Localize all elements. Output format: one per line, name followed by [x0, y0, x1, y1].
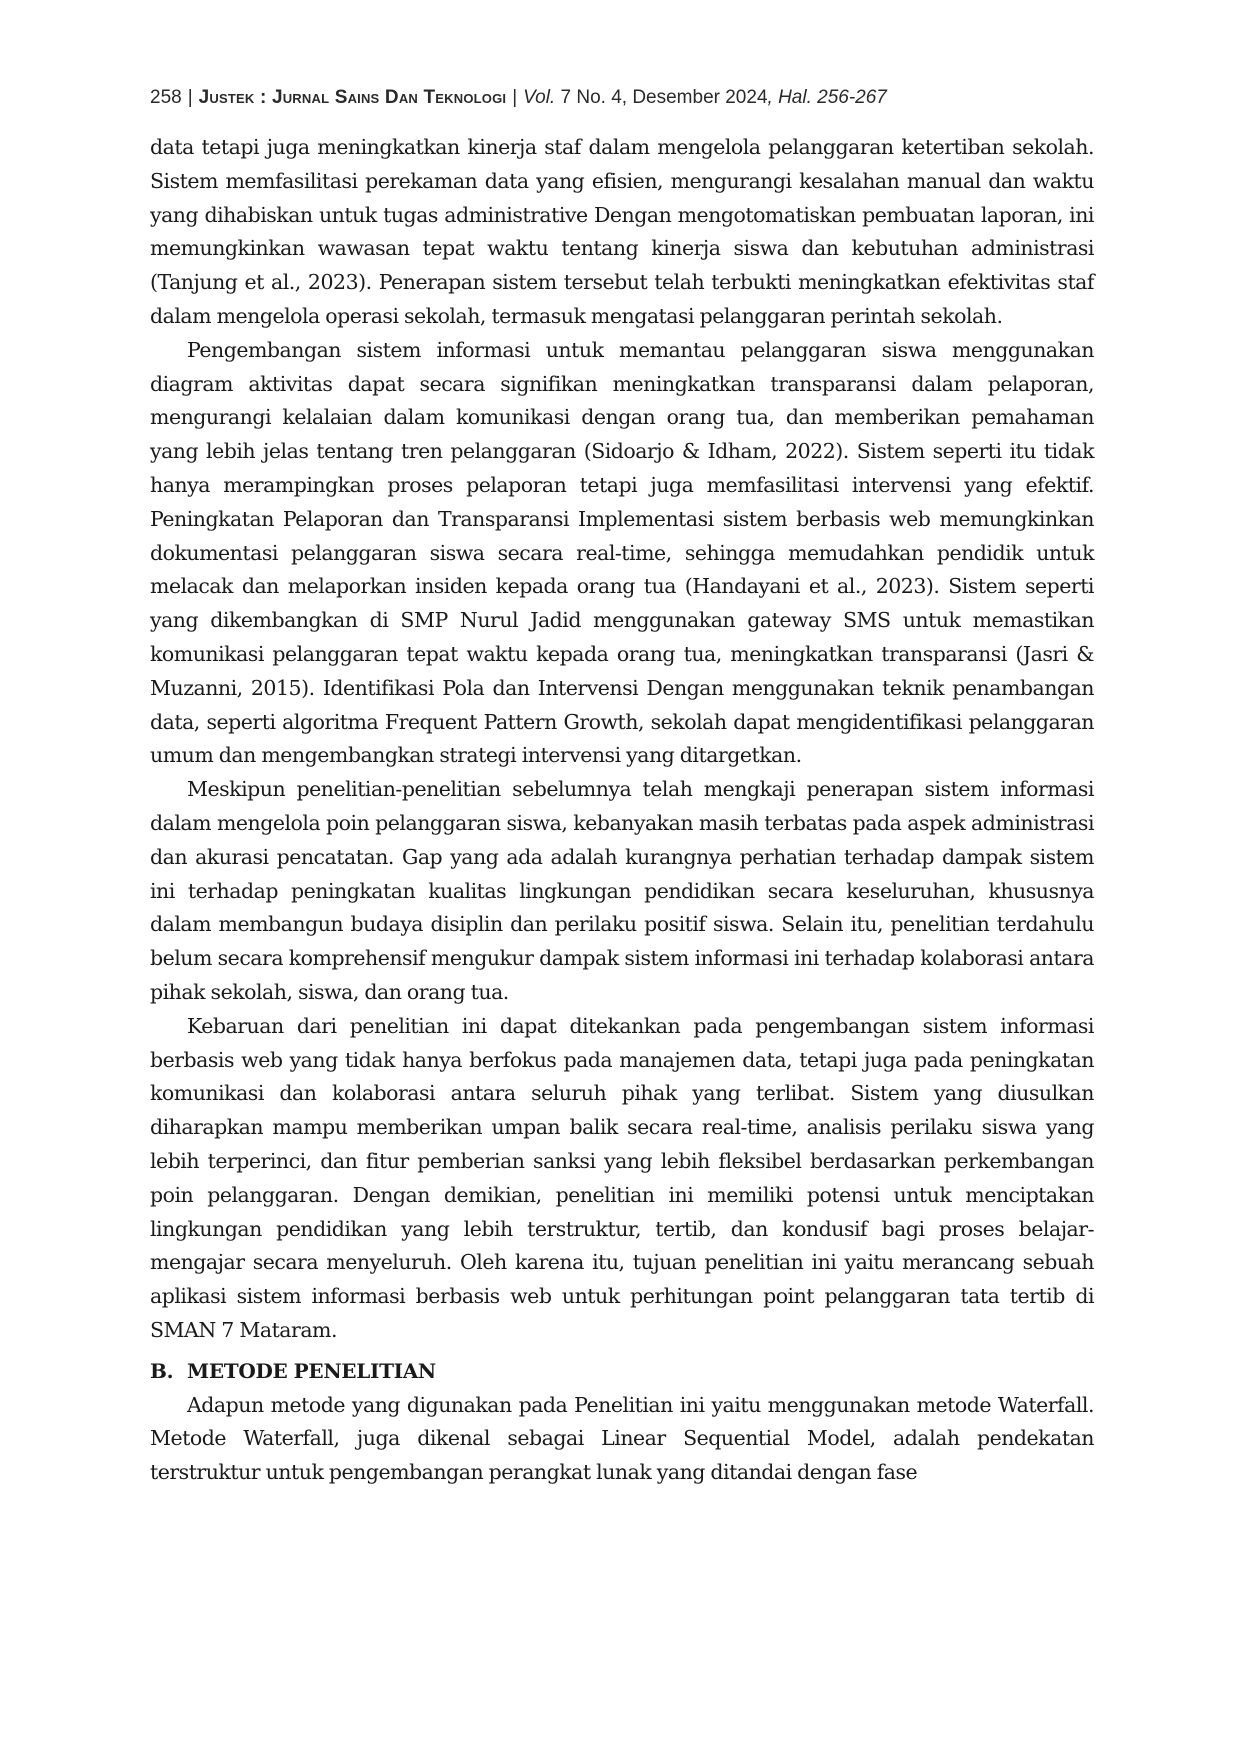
paragraph: Pengembangan sistem informasi untuk memantau pelanggaran siswa menggunakan diagram aktivitas dapat secara signifikan meningkatkan transparansi dalam pelaporan, mengurangi kelalaian dalam komunikasi dengan orang tua, dan memberikan pemahaman yang lebih jelas tentang tren pelanggaran (Sidoarjo & Idham, 2022). Sistem seperti itu tidak hanya merampingkan proses pelaporan tetapi juga memfasilitasi intervensi yang efektif. Peningkatan Pelaporan dan Transparansi Implementasi sistem berbasis web memungkinkan dokumentasi pelanggaran siswa secara real-time, sehingga memudahkan pendidik untuk melacak dan melaporkan insiden kepada orang tua (Handayani et al., 2023). Sistem seperti yang dikembangkan di SMP Nurul Jadid menggunakan gateway SMS untuk memastikan komunikasi pelanggaran tepat waktu kepada orang tua, meningkatkan transparansi (Jasri & Muzanni, 2015). Identifikasi Pola dan Intervensi Dengan menggunakan teknik penambangan data, seperti algoritma Frequent Pattern Growth, sekolah dapat mengidentifikasi pelanggaran umum dan mengembangkan strategi intervensi yang ditargetkan. [150, 337, 1094, 768]
running-header [150, 86, 1094, 110]
page-range: , Hal. 256-267 [767, 87, 887, 108]
section-heading [150, 1355, 1094, 1388]
volume-label: Vol. [523, 87, 556, 108]
section-number: B. [150, 1358, 174, 1383]
header-separator: | [187, 87, 193, 108]
issue-info: 7 No. 4, Desember 2024 [560, 87, 768, 108]
page-number: 258 [150, 87, 182, 108]
page [150, 86, 1094, 1490]
paragraph: Adapun metode yang digunakan pada Penelitian ini yaitu menggunakan metode Waterfall. Metode Waterfall, juga dikenal sebagai Linear Sequential Model, adalah pendekatan terstruktur untuk pengembangan perangkat lunak yang ditandai dengan fase [150, 1392, 1094, 1485]
section-title: METODE PENELITIAN [187, 1358, 436, 1383]
body-text [150, 131, 1094, 1490]
paragraph: Meskipun penelitian-penelitian sebelumnya telah mengkaji penerapan sistem informasi dalam mengelola poin pelanggaran siswa, kebanyakan masih terbatas pada aspek administrasi dan akurasi pencatatan. Gap yang ada adalah kurangnya perhatian terhadap dampak sistem ini terhadap peningkatan kualitas lingkungan pendidikan secara keseluruhan, khususnya dalam membangun budaya disiplin dan perilaku positif siswa. Selain itu, penelitian terdahulu belum secara komprehensif mengukur dampak sistem informasi ini terhadap kolaborasi antara pihak sekolah, siswa, dan orang tua. [150, 777, 1094, 1004]
paragraph: data tetapi juga meningkatkan kinerja staf dalam mengelola pelanggaran ketertiban sekolah. Sistem memfasilitasi perekaman data yang efisien, mengurangi kesalahan manual dan waktu yang dihabiskan untuk tugas administrative Dengan mengotomatiskan pembuatan laporan, ini memungkinkan wawasan tepat waktu tentang kinerja siswa dan kebutuhan administrasi (Tanjung et al., 2023). Penerapan sistem tersebut telah terbukti meningkatkan efektivitas staf dalam mengelola operasi sekolah, termasuk mengatasi pelanggaran perintah sekolah. [150, 135, 1094, 328]
header-separator: | [512, 87, 518, 108]
paragraph: Kebaruan dari penelitian ini dapat ditekankan pada pengembangan sistem informasi berbasis web yang tidak hanya berfokus pada manajemen data, tetapi juga pada peningkatan komunikasi dan kolaborasi antara seluruh pihak yang terlibat. Sistem yang diusulkan diharapkan mampu memberikan umpan balik secara real-time, analisis perilaku siswa yang lebih terperinci, dan fitur pemberian sanksi yang lebih fleksibel berdasarkan perkembangan poin pelanggaran. Dengan demikian, penelitian ini memiliki potensi untuk menciptakan lingkungan pendidikan yang lebih terstruktur, tertib, dan kondusif bagi proses belajar-mengajar secara menyeluruh. Oleh karena itu, tujuan penelitian ini yaitu merancang sebuah aplikasi sistem informasi berbasis web untuk perhitungan point pelanggaran tata tertib di SMAN 7 Mataram. [150, 1013, 1094, 1342]
journal-name: Justek : Jurnal Sains Dan Teknologi [198, 87, 507, 108]
